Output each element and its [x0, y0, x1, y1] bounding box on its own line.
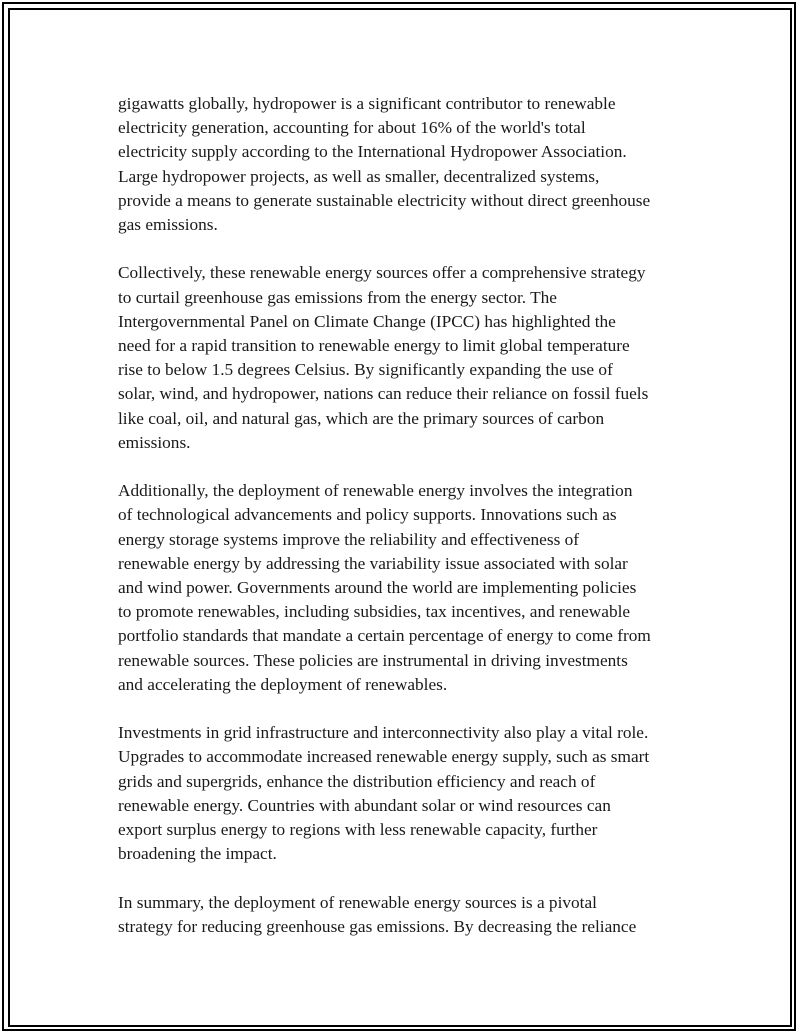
text-line: Large hydropower projects, as well as smaller, decentralized systems, [118, 166, 600, 186]
text-line: Intergovernmental Panel on Climate Change (IPCC) has highlighted the [118, 311, 616, 331]
text-line: to curtail greenhouse gas emissions from the energy sector. The [118, 287, 557, 307]
text-line: portfolio standards that mandate a certain percentage of energy to come from [118, 626, 651, 646]
text-line: energy storage systems improve the reliability and effectiveness of [118, 529, 580, 549]
text-line: electricity generation, accounting for about 16% of the world's total [118, 118, 586, 138]
text-line: to promote renewables, including subsidies, tax incentives, and renewable [118, 602, 631, 622]
text-line: need for a rapid transition to renewable energy to limit global temperature [118, 336, 630, 356]
text-line: In summary, the deployment of renewable energy sources is a pivotal [118, 892, 597, 912]
text-line: strategy for reducing greenhouse gas emissions. By decreasing the reliance [118, 916, 637, 936]
text-line: Investments in grid infrastructure and interconnectivity also play a vital role. [118, 723, 649, 743]
paragraph-investments [118, 721, 698, 866]
text-line: Upgrades to accommodate increased renewable energy supply, such as smart [118, 747, 650, 767]
text-line: like coal, oil, and natural gas, which are the primary sources of carbon [118, 408, 605, 428]
document-body [118, 92, 698, 963]
text-line: broadening the impact. [118, 844, 277, 864]
text-line: Additionally, the deployment of renewable energy involves the integration [118, 481, 633, 501]
text-line: Collectively, these renewable energy sources offer a comprehensive strategy [118, 263, 646, 283]
text-line: gas emissions. [118, 215, 218, 235]
text-line: electricity supply according to the International Hydropower Association. [118, 142, 627, 162]
text-line: renewable energy by addressing the variability issue associated with solar [118, 553, 628, 573]
text-line: gigawatts globally, hydropower is a significant contributor to renewable [118, 94, 616, 113]
text-line: of technological advancements and policy supports. Innovations such as [118, 505, 617, 525]
text-line: rise to below 1.5 degrees Celsius. By significantly expanding the use of [118, 360, 613, 380]
text-line: provide a means to generate sustainable electricity without direct greenhouse [118, 190, 651, 210]
text-line: and wind power. Governments around the world are implementing policies [118, 578, 637, 598]
text-line: renewable energy. Countries with abundant solar or wind resources can [118, 795, 611, 815]
paragraph-collectively [118, 261, 698, 455]
paragraph-additionally [118, 479, 698, 697]
text-line: solar, wind, and hydropower, nations can reduce their reliance on fossil fuels [118, 384, 649, 404]
text-line: export surplus energy to regions with less renewable capacity, further [118, 820, 598, 840]
paragraph-summary [118, 891, 698, 939]
text-line: and accelerating the deployment of renewables. [118, 674, 448, 694]
text-line: renewable sources. These policies are instrumental in driving investments [118, 650, 628, 670]
text-line: grids and supergrids, enhance the distribution efficiency and reach of [118, 771, 596, 791]
paragraph-hydropower [118, 92, 698, 237]
text-line: emissions. [118, 432, 191, 452]
